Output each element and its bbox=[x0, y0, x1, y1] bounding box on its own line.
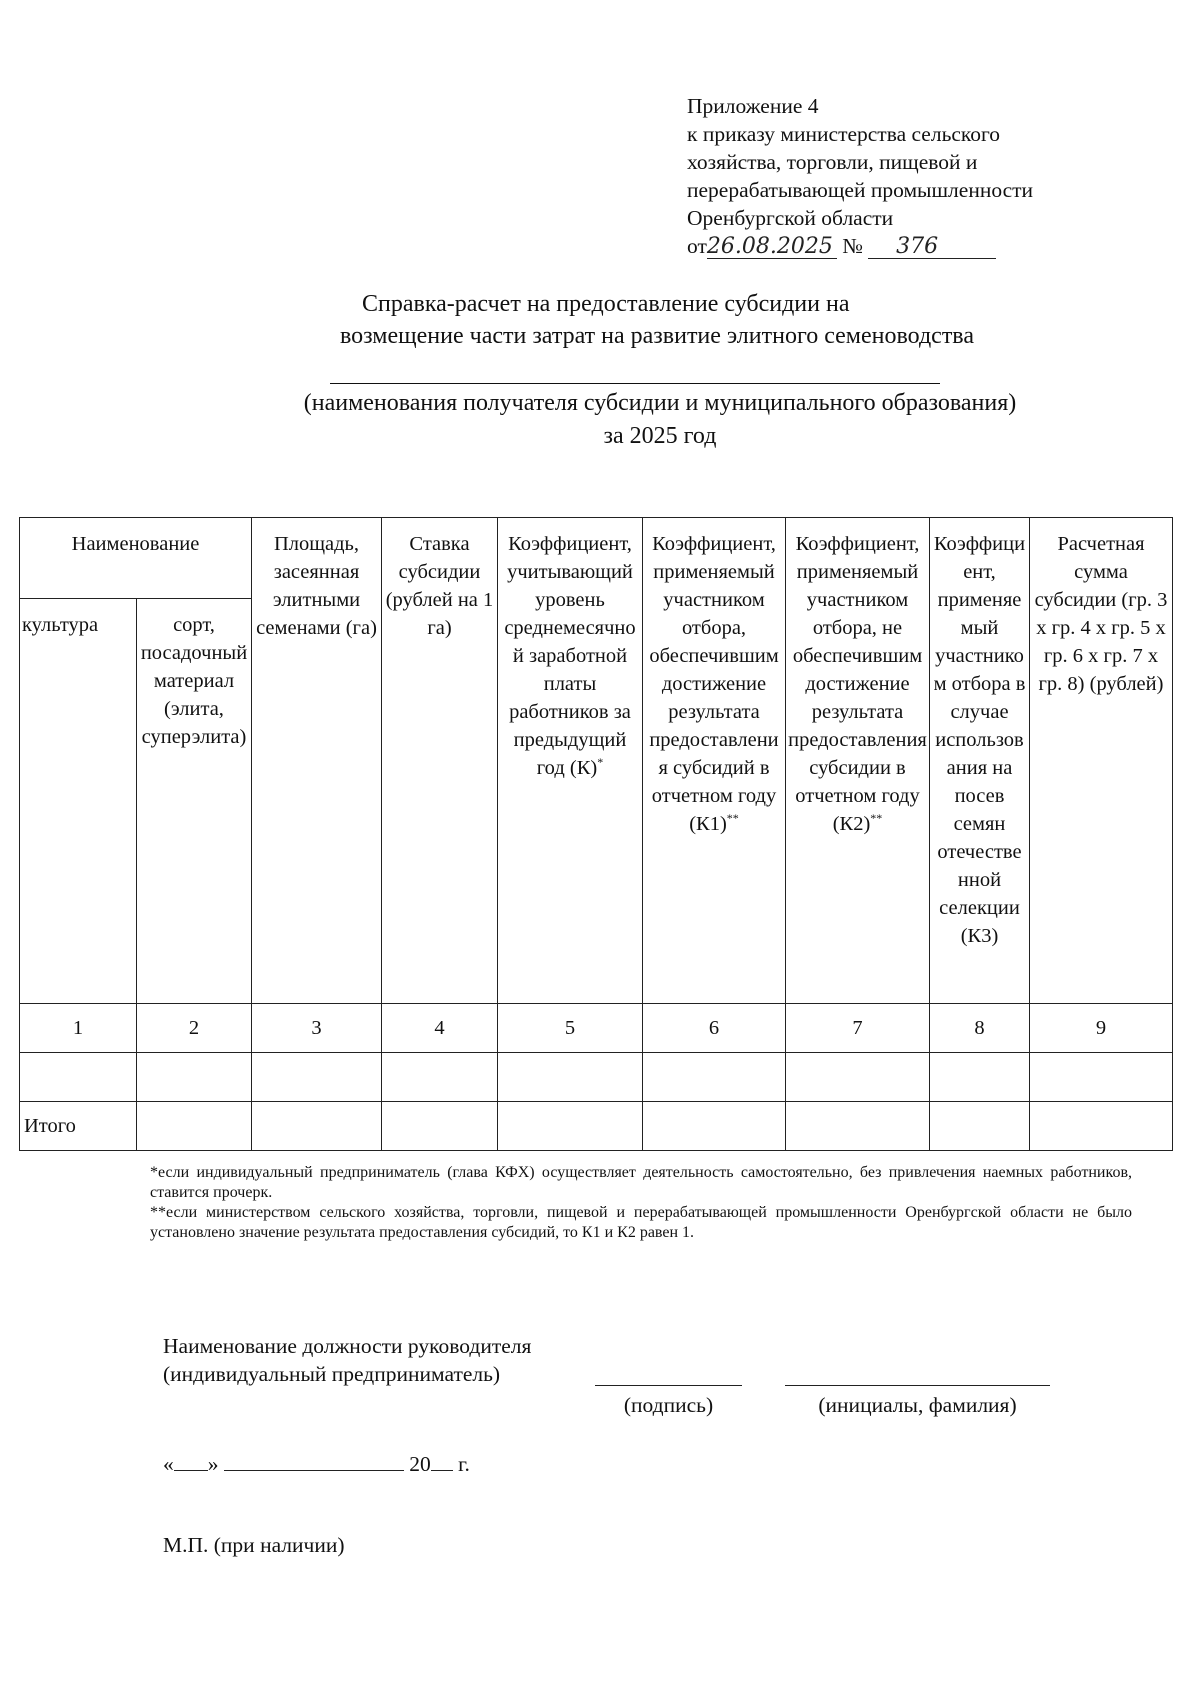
table-cell[interactable] bbox=[137, 1102, 252, 1151]
header-rate: Ставка субсидии (рублей на 1 га) bbox=[382, 518, 498, 1004]
month-blank[interactable] bbox=[224, 1470, 404, 1471]
table-cell[interactable] bbox=[786, 1053, 930, 1102]
signature-date bbox=[163, 1450, 563, 1478]
table-cell[interactable] bbox=[643, 1053, 786, 1102]
day-blank[interactable] bbox=[174, 1470, 208, 1471]
recipient-caption: (наименования получателя субсидии и муниципального образования) bbox=[303, 390, 1017, 416]
footnote-1: *если индивидуальный предприниматель (глава КФХ) осуществляет деятельность самостоятельно, без привлечения наемных работников, ставится прочерк. bbox=[150, 1164, 1132, 1201]
table-cell[interactable] bbox=[930, 1102, 1030, 1151]
table-cell[interactable] bbox=[930, 1053, 1030, 1102]
year-prefix: 20 bbox=[409, 1452, 431, 1476]
footnote-2: **если министерством сельского хозяйства, торговли, пищевой и перерабатывающей промышленности Оренбургской области не было установлено значение результата предоставления субсидий, то К1 и К2 равен 1. bbox=[150, 1204, 1132, 1241]
total-row bbox=[20, 1102, 1173, 1151]
document-title bbox=[300, 288, 1140, 352]
appendix-line: перерабатывающей промышленности bbox=[687, 178, 1034, 202]
order-number-handwritten: 376 bbox=[868, 236, 996, 259]
footnotes bbox=[150, 1163, 1132, 1243]
title-line-2: возмещение части затрат на развитие элитного семеноводства bbox=[340, 323, 974, 349]
column-number: 2 bbox=[137, 1004, 252, 1053]
column-number: 7 bbox=[786, 1004, 930, 1053]
report-period: за 2025 год bbox=[603, 423, 717, 449]
date-close-quote: » bbox=[207, 1452, 219, 1476]
table-cell[interactable] bbox=[1030, 1102, 1173, 1151]
order-date-handwritten: 26.08.2025 bbox=[707, 236, 837, 259]
signature-line bbox=[595, 1385, 742, 1386]
header-coef-k2: Коэффициент, применяемый участником отбора, не обеспечившим достижение результата предоставления субсидии в отчетном году (К2)** bbox=[786, 518, 930, 1004]
data-row bbox=[20, 1053, 1173, 1102]
appendix-line: хозяйства, торговли, пищевой и bbox=[687, 150, 978, 174]
calculation-table bbox=[19, 517, 1173, 1151]
number-sign: № bbox=[842, 234, 863, 258]
recipient-blank-line bbox=[330, 383, 940, 384]
order-date-line bbox=[687, 232, 1147, 260]
title-line-1: Справка-расчет на предоставление субсидии на bbox=[362, 291, 850, 317]
appendix-line: к приказу министерства сельского bbox=[687, 122, 1001, 146]
column-number: 1 bbox=[20, 1004, 137, 1053]
header-crop: культура bbox=[20, 599, 137, 1004]
footnote-mark: ** bbox=[726, 811, 739, 826]
header-subsidy-sum: Расчетная сумма субсидии (гр. 3 х гр. 4 х гр. 5 х гр. 6 х гр. 7 х гр. 8) (рублей) bbox=[1030, 518, 1173, 1004]
position-title bbox=[163, 1332, 623, 1388]
table-cell[interactable] bbox=[252, 1053, 382, 1102]
footnote-mark: * bbox=[597, 755, 604, 770]
name-caption: (инициалы, фамилия) bbox=[818, 1393, 1017, 1417]
header-coef-k1: Коэффициент, применяемый участником отбора, обеспечившим достижение результата предоставления субсидий в отчетном году (К1)** bbox=[643, 518, 786, 1004]
column-number: 6 bbox=[643, 1004, 786, 1053]
table-cell[interactable] bbox=[137, 1053, 252, 1102]
year-blank[interactable] bbox=[431, 1470, 453, 1471]
table-cell[interactable] bbox=[252, 1102, 382, 1151]
header-row-top bbox=[20, 518, 1173, 599]
position-line-1: Наименование должности руководителя bbox=[163, 1334, 532, 1358]
table-cell[interactable] bbox=[643, 1102, 786, 1151]
header-coef-k3: Коэффициент, применяемый участником отбора в случае использования на посев семян отечественной селекции (К3) bbox=[930, 518, 1030, 1004]
column-number: 9 bbox=[1030, 1004, 1173, 1053]
table-cell[interactable] bbox=[786, 1102, 930, 1151]
column-number: 4 bbox=[382, 1004, 498, 1053]
table-cell[interactable] bbox=[382, 1053, 498, 1102]
total-label: Итого bbox=[20, 1102, 137, 1151]
table-cell[interactable] bbox=[20, 1053, 137, 1102]
column-number-row bbox=[20, 1004, 1173, 1053]
footnote-mark: ** bbox=[870, 811, 883, 826]
column-number: 3 bbox=[252, 1004, 382, 1053]
naming-group-header: Наименование bbox=[20, 518, 252, 599]
signature-caption: (подпись) bbox=[623, 1393, 714, 1417]
column-number: 5 bbox=[498, 1004, 643, 1053]
appendix-block bbox=[687, 92, 1147, 260]
stamp-place: М.П. (при наличии) bbox=[163, 1533, 345, 1557]
header-coef-k: Коэффициент, учитывающий уровень среднемесячной заработной платы работников за предыдущий год (К)* bbox=[498, 518, 643, 1004]
position-line-2: (индивидуальный предприниматель) bbox=[163, 1362, 501, 1386]
appendix-line: Приложение 4 bbox=[687, 94, 819, 118]
header-area: Площадь, засеянная элитными семенами (га) bbox=[252, 518, 382, 1004]
header-variety: сорт, посадочный материал (элита, суперэлита) bbox=[137, 599, 252, 1004]
year-suffix: г. bbox=[458, 1452, 470, 1476]
table-cell[interactable] bbox=[498, 1102, 643, 1151]
date-prefix: от bbox=[687, 234, 707, 258]
column-number: 8 bbox=[930, 1004, 1030, 1053]
name-line bbox=[785, 1385, 1050, 1386]
table-cell[interactable] bbox=[382, 1102, 498, 1151]
table-cell[interactable] bbox=[498, 1053, 643, 1102]
table-cell[interactable] bbox=[1030, 1053, 1173, 1102]
date-open-quote: « bbox=[163, 1452, 174, 1476]
appendix-line: Оренбургской области bbox=[687, 206, 894, 230]
